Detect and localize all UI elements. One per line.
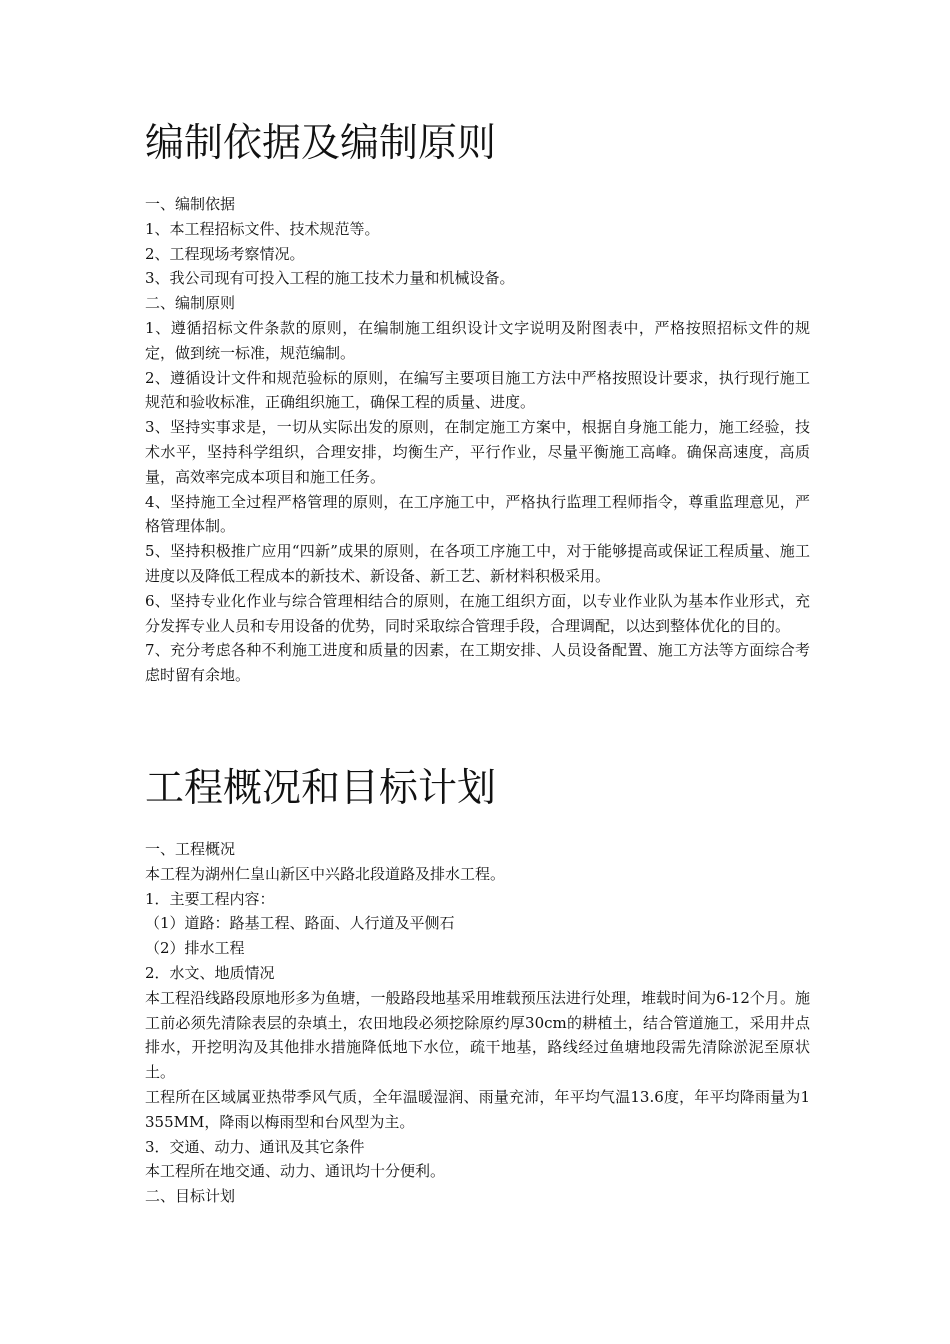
section-project-overview [145,765,810,1209]
paragraph: 1．主要工程内容： [145,889,275,908]
paragraph: 2、遵循设计文件和规范验标的原则，在编写主要项目施工方法中严格按照设计要求，执行现行施工规范和验收标准，正确组织施工，确保工程的质量、进度。 [145,368,810,412]
paragraph: 1、遵循招标文件条款的原则，在编制施工组织设计文字说明及附图表中，严格按照招标文件的规定，做到统一标准，规范编制。 [145,318,810,362]
paragraph: 2．水文、地质情况 [145,963,275,982]
paragraph: 3、坚持实事求是，一切从实际出发的原则，在制定施工方案中，根据自身施工能力，施工经验，技术水平，坚持科学组织，合理安排，均衡生产，平行作业，尽量平衡施工高峰。确保高速度，高质量，高效率完成本项目和施工任务。 [145,418,810,486]
paragraph: 二、目标计划 [145,1187,236,1206]
paragraph: 本工程沿线路段原地形多为鱼塘，一般路段地基采用堆载预压法进行处理，堆载时间为6-12个月。施工前必须先清除表层的杂填土，农田地段必须挖除原约厚30cm的耕植土，结合管道施工，采用井点排水，开挖明沟及其他排水措施降低地下水位，疏干地基，路线经过鱼塘地段需先清除淤泥至原状土。 [145,988,810,1082]
paragraph: 5、坚持积极推广应用“四新”成果的原则，在各项工序施工中，对于能够提高或保证工程质量、施工进度以及降低工程成本的新技术、新设备、新工艺、新材料积极采用。 [145,542,810,585]
paragraph: 3．交通、动力、通讯及其它条件 [145,1137,365,1156]
paragraph: 4、坚持施工全过程严格管理的原则，在工序施工中，严格执行监理工程师指令，尊重监理意见，严格管理体制。 [145,492,810,536]
section-compilation-basis [145,120,810,688]
paragraph: 7、充分考虑各种不利施工进度和质量的因素，在工期安排、人员设备配置、施工方法等方面综合考虑时留有余地。 [145,641,810,685]
paragraph: （1）道路：路基工程、路面、人行道及平侧石 [145,914,455,933]
section-body [145,192,810,688]
paragraph: 6、坚持专业化作业与综合管理相结合的原则，在施工组织方面，以专业作业队为基本作业形式，充分发挥专业人员和专用设备的优势，同时采取综合管理手段，合理调配，以达到整体优化的目的。 [145,591,810,635]
paragraph: 2、工程现场考察情况。 [145,244,305,263]
paragraph: 一、编制依据 [145,195,236,213]
paragraph: 本工程所在地交通、动力、通讯均十分便利。 [145,1162,446,1181]
section-title: 编制依据及编制原则 [145,121,497,166]
section-title: 工程概况和目标计划 [145,766,497,811]
paragraph: 一、工程概况 [145,840,236,858]
paragraph: 本工程为湖州仁皇山新区中兴路北段道路及排水工程。 [145,864,506,883]
paragraph: 工程所在区域属亚热带季风气质，全年温暖湿润、雨量充沛，年平均气温13.6度，年平均降雨量为1355MM，降雨以梅雨型和台风型为主。 [145,1087,810,1131]
section-body [145,837,810,1209]
paragraph: 二、编制原则 [145,294,236,313]
paragraph: 3、我公司现有可投入工程的施工技术力量和机械设备。 [145,269,515,288]
paragraph: （2）排水工程 [145,939,245,958]
paragraph: 1、本工程招标文件、技术规范等。 [145,219,380,238]
